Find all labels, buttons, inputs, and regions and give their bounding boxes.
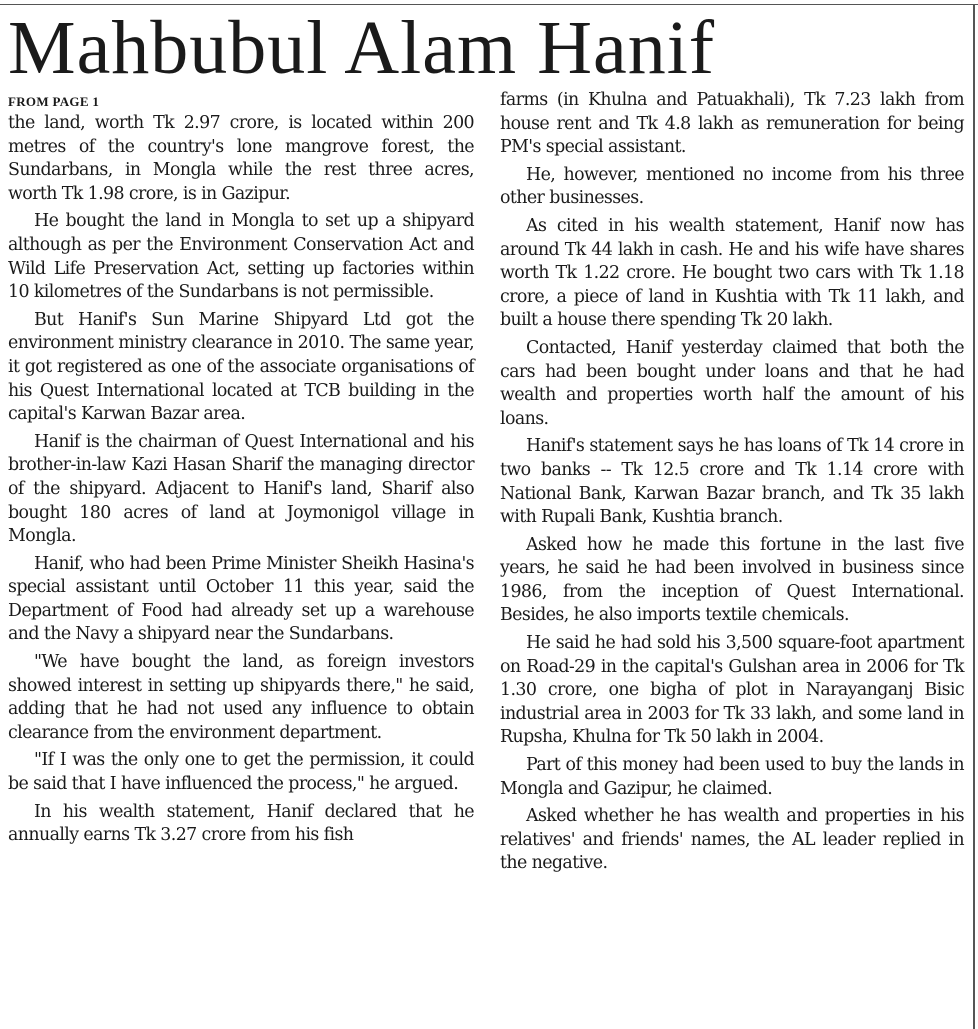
headline: Mahbubul Alam Hanif	[8, 6, 716, 90]
paragraph: He, however, mentioned no income from his three other businesses.	[500, 164, 964, 209]
right-rule	[973, 4, 975, 1029]
continued-from-label: FROM PAGE 1	[8, 94, 100, 109]
paragraph: Asked whether he has wealth and properties in his relatives' and friends' names, the AL leader replied in the negative.	[500, 806, 964, 874]
top-rule	[0, 4, 978, 5]
paragraph: Hanif's statement says he has loans of Tk 14 crore in two banks -- Tk 12.5 crore and Tk 1.14 crore with National Bank, Karwan Bazar branch, and Tk 35 lakh with Rupali Bank, Kushtia branch.	[500, 436, 964, 528]
left-column	[8, 112, 474, 852]
paragraph: Hanif is the chairman of Quest International and his brother-in-law Kazi Hasan Sharif the managing director of the shipyard. Adjacent to Hanif's land, Sharif also bought 180 acres of land at Joymonigol village in Mongla.	[8, 431, 474, 547]
paragraph: He bought the land in Mongla to set up a shipyard although as per the Environment Conservation Act and Wild Life Preservation Act, setting up factories within 10 kilometres of the Sundarbans is not permissible.	[8, 211, 474, 303]
paragraph: He said he had sold his 3,500 square-foot apartment on Road-29 in the capital's Gulshan area in 2006 for Tk 1.30 crore, one bigha of plot in Narayanganj Bisic industrial area in 2003 for Tk 33 lakh, and some land in Rupsha, Khulna for Tk 50 lakh in 2004.	[500, 633, 964, 748]
right-column	[500, 89, 964, 880]
paragraph: Hanif, who had been Prime Minister Sheikh Hasina's special assistant until October 11 this year, said the Department of Food had already set up a warehouse and the Navy a shipyard near the Sundarbans.	[8, 553, 474, 645]
paragraph: Contacted, Hanif yesterday claimed that both the cars had been bought under loans and that he had wealth and properties worth half the amount of his loans.	[500, 337, 964, 429]
paragraph: In his wealth statement, Hanif declared that he annually earns Tk 3.27 crore from his fish	[8, 801, 474, 846]
paragraph: "We have bought the land, as foreign investors showed interest in setting up shipyards there," he said, adding that he had not used any influence to obtain clearance from the environment department.	[8, 652, 474, 743]
paragraph: But Hanif's Sun Marine Shipyard Ltd got the environment ministry clearance in 2010. The same year, it got registered as one of the associate organisations of his Quest International located at TCB building in the capital's Karwan Bazar area.	[8, 309, 474, 425]
paragraph: the land, worth Tk 2.97 crore, is located within 200 metres of the country's lone mangrove forest, the Sundarbans, in Mongla while the rest three acres, worth Tk 1.98 crore, is in Gazipur.	[8, 113, 474, 204]
paragraph: As cited in his wealth statement, Hanif now has around Tk 44 lakh in cash. He and his wife have shares worth Tk 1.22 crore. He bought two cars with Tk 1.18 crore, a piece of land in Kushtia with Tk 11 lakh, and built a house there spending Tk 20 lakh.	[500, 215, 964, 331]
paragraph: "If I was the only one to get the permission, it could be said that I have influenced the process," he argued.	[8, 750, 474, 795]
paragraph: Part of this money had been used to buy the lands in Mongla and Gazipur, he claimed.	[500, 755, 964, 799]
paragraph: Asked how he made this fortune in the last five years, he said he had been involved in business since 1986, from the inception of Quest International. Besides, he also imports textile chemicals.	[500, 534, 964, 626]
paragraph: farms (in Khulna and Patuakhali), Tk 7.23 lakh from house rent and Tk 4.8 lakh as remuneration for being PM's special assistant.	[500, 90, 964, 158]
